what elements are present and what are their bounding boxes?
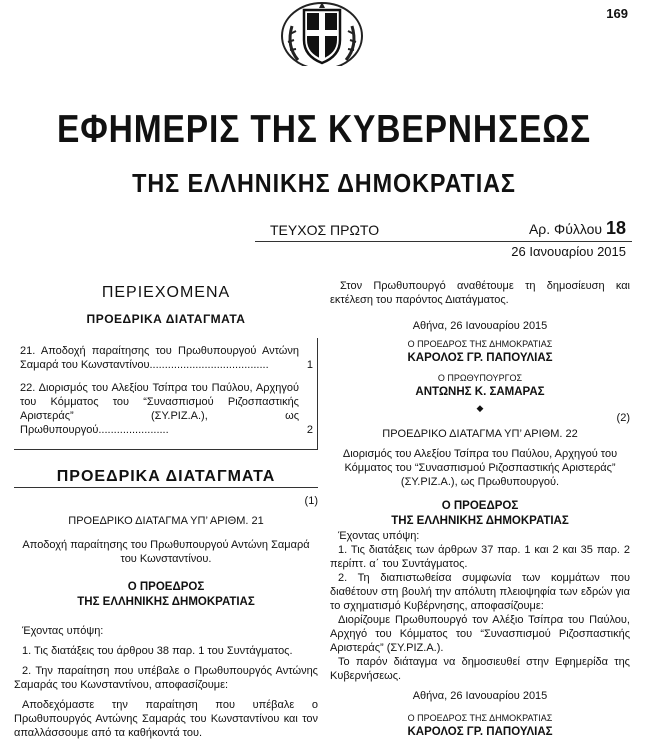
toc-item-text: 22. Διορισμός του Αλεξίου Τσίπρα του Παύλου, Αρχηγού του Κόμματος του “Συνασπισμού Ριζοσπαστικής Αριστεράς” (ΣΥ.ΡΙΖ.Α.), ως Πρωθυπουργού....................... [20,382,299,436]
paragraph: Έχοντας υπόψη: [338,530,420,542]
decree-number-label: (1) [304,495,318,507]
left-column [14,280,318,746]
paragraph: Διορίζουμε Πρωθυπουργό τον Αλέξιο Τσίπρα του Παύλου, Αρχηγό του Κόμματος του “Συνασπισμού Ριζοσπαστικής Αριστεράς” (ΣΥ.ΡΙΖ.Α.). [330,614,630,654]
president-heading [330,499,630,529]
publication-date: 26 Ιανουαρίου 2015 [511,244,626,259]
sheet-number-value: 18 [605,218,626,238]
signatory-name: ΑΝΤΩΝΗΣ Κ. ΣΑΜΑΡΑΣ [415,386,545,398]
paragraph: 1. Τις διατάξεις των άρθρων 37 παρ. 1 και 2 και 35 παρ. 2 περίπτ. α΄ του Συντάγματος. [330,544,630,570]
decree-number-label: (2) [616,412,630,424]
toc-title: ΠΕΡΙΕΧΟΜΕΝΑ [101,284,231,301]
decree-title: ΠΡΟΕΔΡΙΚΟ ΔΙΑΤΑΓΜΑ ΥΠ’ ΑΡΙΘΜ. 21 [68,515,264,527]
paragraph: 1. Τις διατάξεις του άρθρου 38 παρ. 1 του Συντάγματος. [22,645,293,657]
paragraph: 2. Τη διαπιστωθείσα συμφωνία των κομμάτων που διαθέτουν στη βουλή την απόλυτη πλειοψηφία των εδρών για το σχηματισμό Κυβέρνησης, αποφασίζουμε: [330,572,630,612]
paragraph: Στον Πρωθυπουργό αναθέτουμε τη δημοσίευση και εκτέλεση του παρόντος Διατάγματος. [330,280,630,306]
decree-body [330,529,630,683]
sheet-number [529,218,626,239]
toc-item-page: 2 [306,424,313,436]
president-line: Ο ΠΡΟΕΔΡΟΣ [441,500,519,512]
sheet-label: Αρ. Φύλλου [528,221,603,237]
place-date: Αθήνα, 26 Ιανουαρίου 2015 [412,690,548,702]
greek-coat-of-arms-icon [278,0,366,66]
section-heading: ΠΡΟΕΔΡΙΚΑ ΔΙΑΤΑΓΜΑΤΑ [14,470,318,488]
toc-item[interactable] [20,344,313,372]
paragraph: Το παρόν διάταγμα να δημοσιευθεί στην Εφημερίδα της Κυβερνήσεως. [330,656,630,682]
toc-list [14,338,318,450]
paragraph: 2. Την παραίτηση που υπέβαλε ο Πρωθυπουργός Αντώνης Σαμαράς του Κωνσταντίνου, αποφασίζουμε: [14,665,318,691]
signatory-name: ΚΑΡΟΛΟΣ ΓΡ. ΠΑΠΟΥΛΙΑΣ [407,726,553,738]
paragraph: Αποδεχόμαστε την παραίτηση που υπέβαλε ο Πρωθυπουργός Αντώνης Σαμαράς του Κωνσταντίνου και τον απαλλάσσουμε από τα καθήκοντά του. [14,699,318,739]
toc-item-text: 21. Αποδοχή παραίτησης του Πρωθυπουργού Αντώνη Σαμαρά του Κωνσταντίνου....................................... [20,345,299,371]
toc-item[interactable] [20,381,313,437]
toc-section: ΠΡΟΕΔΡΙΚΑ ΔΙΑΤΑΓΜΑΤΑ [86,312,246,326]
president-line: Ο ΠΡΟΕΔΡΟΣ [127,581,205,593]
president-line: ΤΗΣ ΕΛΛΗΝΙΚΗΣ ΔΗΜΟΚΡΑΤΙΑΣ [77,596,255,608]
signatory-role: Ο ΠΡΟΕΔΡΟΣ ΤΗΣ ΔΗΜΟΚΡΑΤΙΑΣ [407,713,553,723]
masthead-title: ΕΦΗΜΕΡΙΣ ΤΗΣ ΚΥΒΕΡΝΗΣΕΩΣ [57,108,591,151]
masthead-subtitle: ΤΗΣ ΕΛΛΗΝΙΚΗΣ ΔΗΜΟΚΡΑΤΙΑΣ [132,168,516,198]
date-divider [255,241,632,242]
decree-subject: Διορισμός του Αλεξίου Τσίπρα του Παύλου, Αρχηγού του Κόμματος του “Συνασπισμού Ριζοσπαστικής Αριστεράς” (ΣΥ.ΡΙΖ.Α.), ως Πρωθυπουργού. [342,448,618,488]
president-heading [14,580,318,610]
signatory-name: ΚΑΡΟΛΟΣ ΓΡ. ΠΑΠΟΥΛΙΑΣ [407,352,553,364]
right-column [330,279,630,739]
page-number: 169 [606,6,628,21]
toc-item-page: 1 [306,359,313,371]
place-date: Αθήνα, 26 Ιανουαρίου 2015 [412,320,548,332]
decree-subject: Αποδοχή παραίτησης του Πρωθυπουργού Αντώνη Σαμαρά του Κωνσταντίνου. [22,539,310,565]
decree-body [14,624,318,740]
paragraph: Έχοντας υπόψη: [22,625,104,637]
signatory-role: Ο ΠΡΟΕΔΡΟΣ ΤΗΣ ΔΗΜΟΚΡΑΤΙΑΣ [407,339,553,349]
president-line: ΤΗΣ ΕΛΛΗΝΙΚΗΣ ΔΗΜΟΚΡΑΤΙΑΣ [391,515,569,527]
decree-title: ΠΡΟΕΔΡΙΚΟ ΔΙΑΤΑΓΜΑ ΥΠ’ ΑΡΙΘΜ. 22 [382,428,578,440]
issue-type: ΤΕΥΧΟΣ ΠΡΩΤΟ [270,222,380,238]
diamond-separator-icon: ◆ [476,403,484,413]
signatory-role: Ο ΠΡΩΘΥΠΟΥΡΓΟΣ [437,373,523,383]
